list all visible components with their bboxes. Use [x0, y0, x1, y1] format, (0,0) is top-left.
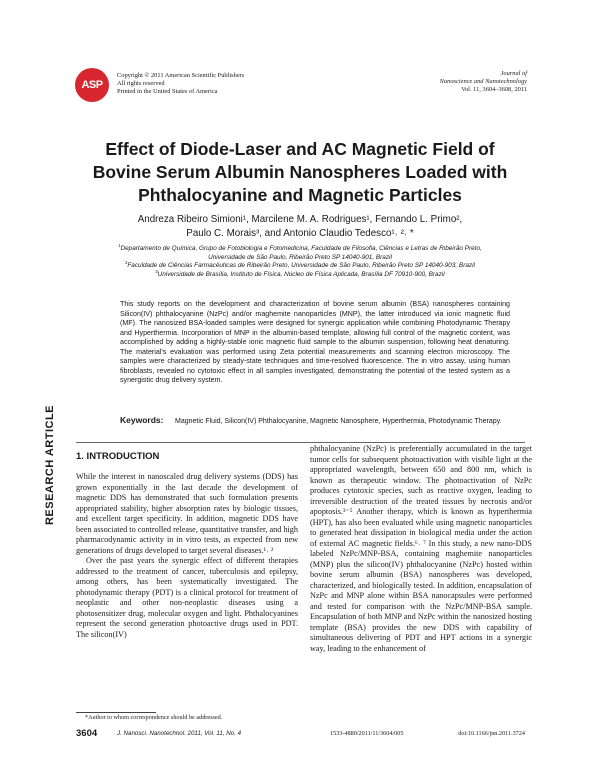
paragraph: phthalocyanine (NzPc) is preferentially accumulated in the target tumor cells for subsequent photoactivation with visible light at the appropriated wavelength, between 650 and 800 nm, which is known as therapeutic window. The photoactivation of NzPc produces cytotoxic species, such as reactive oxygen, leading to irreversible destruction of the treated tissues by necrosis and/or apoptosis.³⁻⁵ Another therapy, which is known as hyperthermia (HPT), has also been evaluated while using magnetic nanoparticles to generated heat dissipation in biological media under the action of external AC magnetic fields.⁶˒ ⁷ In this study, a new nano-DDS labeled NzPc/MNP-BSA, containing maghemite nanoparticles (MNP) plus the silicon(IV) phthalocyanine (NzPc) hosted within bovine serum albumin (BSA) nanospheres was developed, characterized, and biologically tested. In addition, encapsulation of NzPc and MNP alone within BSA nanocapsules were performed and tested for comparison with the NzPc/MNP-BSA sample. Encapsulation of both MNP and NzPc within the nanosized hosting template (BSA) provides the new DDS with capability of simultaneous delivering of PDT and HPT actions in a synergic way, leading to the enhancement of — [310, 444, 532, 653]
affiliations — [70, 242, 530, 280]
rights-line: All rights reserved — [117, 80, 165, 87]
title-line: Effect of Diode-Laser and AC Magnetic Field of — [105, 139, 495, 159]
logo-text: ASP — [81, 79, 103, 91]
author-list — [70, 213, 530, 241]
printed-line: Printed in the United States of America — [117, 88, 218, 95]
copyright-line: Copyright © 2011 American Scientific Publishers — [117, 72, 245, 79]
divider — [76, 442, 525, 443]
keywords-label: Keywords: — [120, 415, 164, 425]
keywords-value: Magnetic Fluid, Silicon(IV) Phthalocyanine, Magnetic Nanosphere, Hyperthermia, Photodynamic Therapy. — [175, 418, 502, 425]
abstract: This study reports on the development and characterization of bovine serum albumin (BSA) nanospheres containing Silicon(IV) phthalocyanine (NzPc) and/or maghemite nanoparticles (MNP), the latter introduced via ionic magnetic fluid (MF). The nanosized BSA-loaded samples were designed for synergic application while combining Photodynamic Therapy and Hyperthermia. Incorporation of MNP in the albumin-based template, allowing full control of the magnetic content, was accomplished by adding a highly-stable ionic magnetic fluid sample to the albumin suspension, following heat denaturing. The material's evaluation was performed using Zeta potential measurements and scanning electron microscopy. The samples were characterized by steady-state techniques and time-resolved fluorescence. The in vitro assay, using human fibroblasts, revealed no cytotoxic effect in all samples investigated, demonstrating the potential of the tested system as a synergistic drug delivery system. — [120, 300, 510, 384]
authors-line: Andreza Ribeiro Simioni¹, Marcilene M. A. Rodrigues¹, Fernando L. Primo², — [137, 214, 463, 225]
copyright-block — [117, 72, 244, 96]
issn: 1533-4880/2011/11/3604/005 — [330, 730, 404, 737]
journal-of: Journal of — [500, 70, 527, 77]
left-column — [76, 472, 298, 640]
title-line: Phthalocyanine and Magnetic Particles — [138, 185, 462, 205]
section-heading: 1. INTRODUCTION — [76, 451, 160, 462]
journal-info — [440, 70, 527, 95]
research-article-label: RESEARCH ARTICLE — [44, 404, 56, 526]
affiliation: $^2$Faculdade de Ciências Farmacêuticas de Ribeirão Preto, Universidade de São Paulo, Ribeirão Preto SP 14040-903, Brazil — [125, 260, 475, 270]
journal-name: Nanoscience and Nanotechnology — [439, 78, 527, 86]
asp-logo — [75, 68, 109, 102]
footnote: *Author to whom correspondence should be addressed. — [85, 714, 223, 721]
title-line: Bovine Serum Albumin Nanospheres Loaded with — [92, 162, 508, 182]
paragraph: While the interest in nanoscaled drug delivery systems (DDS) has grown exponentially in the last decade the development of magnetic DDS has demonstrated that such formulation presents appropriated stability, higher absorption rates by biologic tissues, and excellent target specificity. In addition, magnetic DDS have been associated to controlled release, quantitative transfer, and high pharmacodynamic activity in in vitro tests, as expected from new generations of drugs developed to target several diseases.¹˒ ² — [76, 472, 298, 555]
affiliation: $^1$Departamento de Química, Grupo de Fotobiologia e Fotomedicina, Faculdade de Filosofia, Ciências e Letras de Ribeirão Preto, — [118, 242, 482, 252]
page-number: 3604 — [76, 728, 98, 739]
footnote-rule — [76, 712, 156, 713]
paragraph: Over the past years the synergic effect of different therapies addressed to the treatment of cancer, tuberculosis and epilepsy, among others, has been systematically investigated. The photodynamic therapy (PDT) is a clinical protocol for treatment of neoplastic and other non-neoplastic diseases using a photosensitizer drug, molecular oxygen and light. Phthalocyanines represent the second generation photoactive drugs used in PDT. The silicon(IV) — [76, 556, 298, 639]
paper-title — [70, 138, 530, 207]
affiliation: Universidade de São Paulo, Ribeirão Preto SP 14040-901, Brazil — [208, 253, 392, 261]
authors-line: Paulo C. Morais³, and Antonio Claudio Tedesco¹˒ ²˒ * — [186, 228, 414, 239]
journal-volume: Vol. 11, 3604–3608, 2011 — [461, 86, 527, 94]
right-column — [310, 444, 532, 654]
journal-reference: J. Nanosci. Nanotechnol. 2011, Vol. 11, No. 4 — [117, 730, 242, 737]
affiliation: $^3$Universidade de Brasília, Instituto de Física, Núcleo de Física Aplicada, Brasília DF 70910-900, Brazil — [155, 268, 445, 279]
doi: doi:10.1166/jnn.2011.3724 — [458, 730, 525, 737]
